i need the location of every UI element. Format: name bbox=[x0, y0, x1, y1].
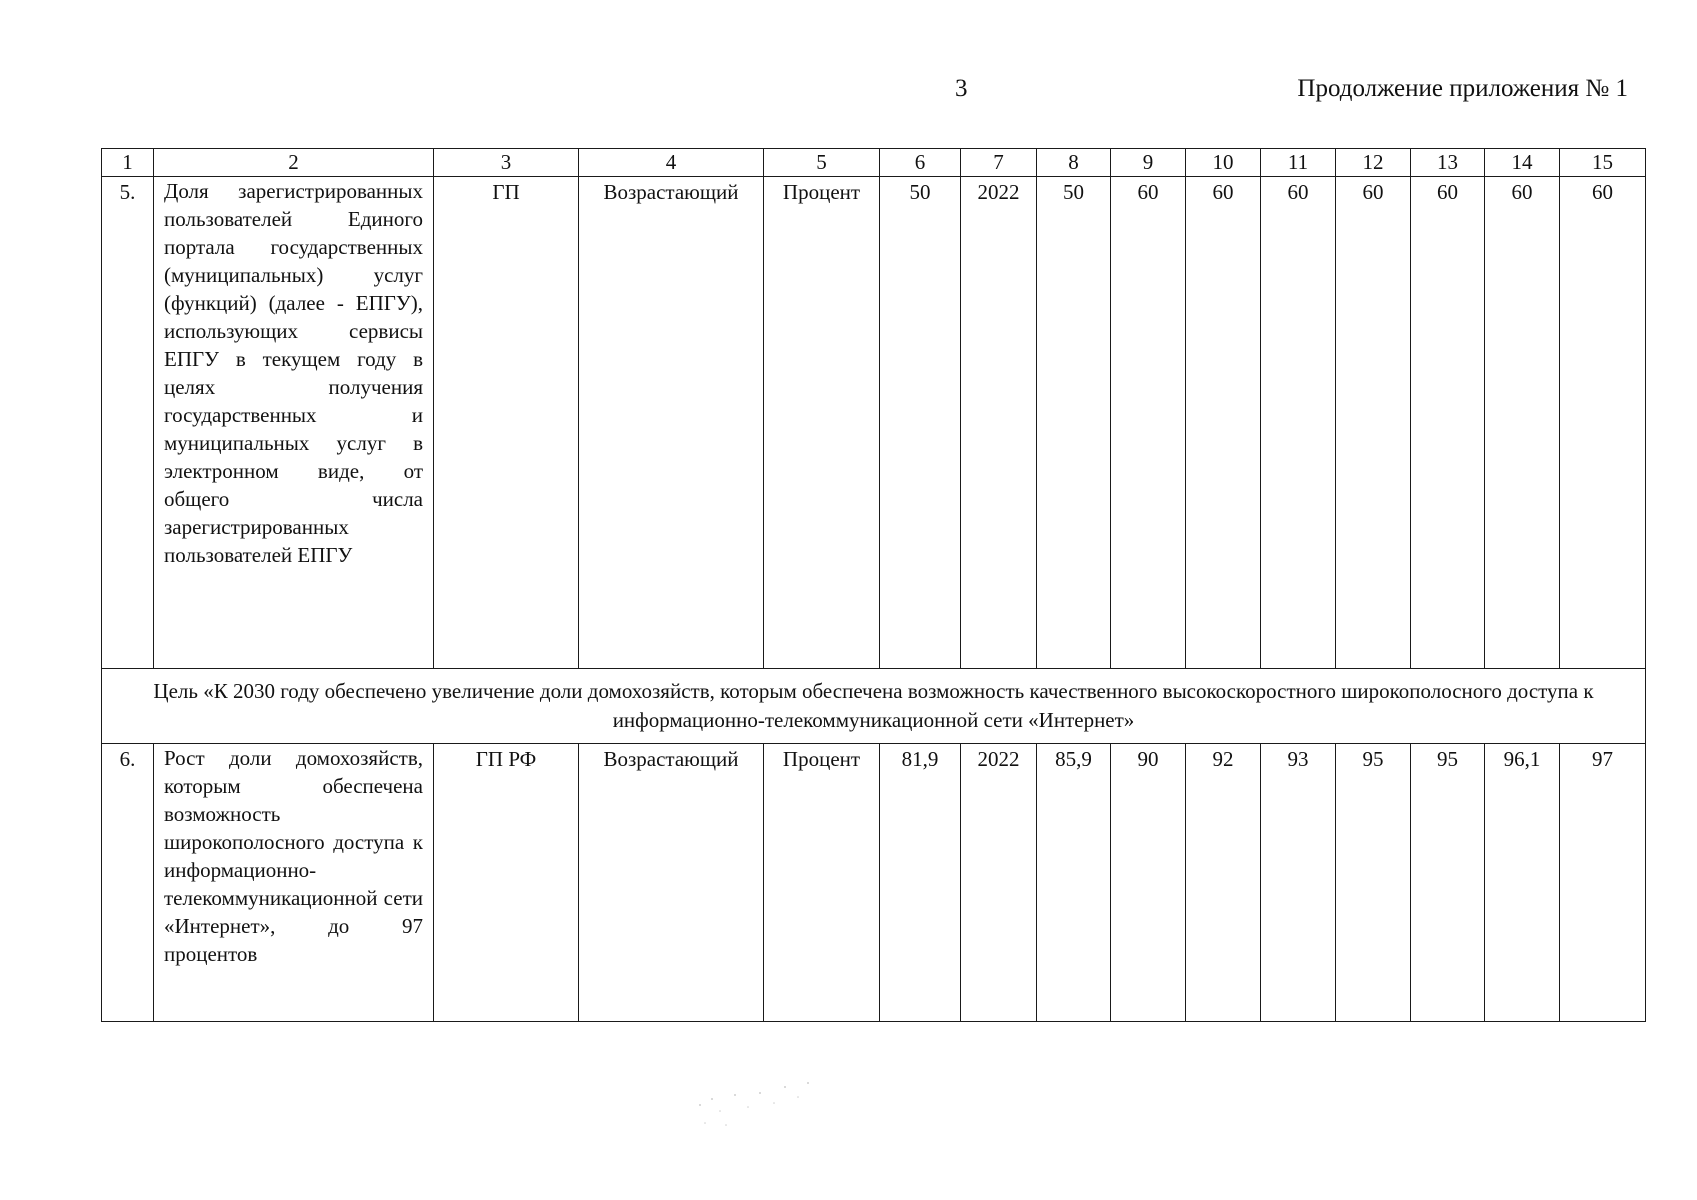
target-value: 95 bbox=[1411, 744, 1485, 1022]
target-value: 50 bbox=[1037, 177, 1111, 669]
indicator-level: ГП bbox=[434, 177, 579, 669]
column-number: 2 bbox=[154, 149, 434, 177]
target-value: 60 bbox=[1485, 177, 1560, 669]
base-value: 81,9 bbox=[880, 744, 961, 1022]
table-row bbox=[102, 177, 1646, 669]
target-value: 60 bbox=[1186, 177, 1261, 669]
indicator-name: Доля зарегистрированных пользователей Единого портала государственных (муниципальных) услуг (функций) (далее - ЕПГУ), использующих сервисы ЕПГУ в текущем году в целях получения государственных и муниципальных услуг в электронном виде, от общего числа зарегистрированных пользователей ЕПГУ bbox=[154, 177, 434, 669]
goal-text: Цель «К 2030 году обеспечено увеличение доли домохозяйств, которым обеспечена возможность качественного высокоскоростного широкополосного доступа к информационно-телекоммуникационной сети «Интернет» bbox=[102, 669, 1646, 744]
target-value: 60 bbox=[1111, 177, 1186, 669]
column-number: 11 bbox=[1261, 149, 1336, 177]
base-year: 2022 bbox=[961, 744, 1037, 1022]
target-value: 96,1 bbox=[1485, 744, 1560, 1022]
column-number: 6 bbox=[880, 149, 961, 177]
row-number: 5. bbox=[102, 177, 154, 669]
column-number: 8 bbox=[1037, 149, 1111, 177]
goal-row bbox=[102, 669, 1646, 744]
column-number: 14 bbox=[1485, 149, 1560, 177]
indicators-table bbox=[101, 148, 1646, 1022]
column-number: 7 bbox=[961, 149, 1037, 177]
column-number: 10 bbox=[1186, 149, 1261, 177]
base-year: 2022 bbox=[961, 177, 1037, 669]
target-value: 60 bbox=[1336, 177, 1411, 669]
target-value: 95 bbox=[1336, 744, 1411, 1022]
indicator-level: ГП РФ bbox=[434, 744, 579, 1022]
target-value: 93 bbox=[1261, 744, 1336, 1022]
indicator-name: Рост доли домохозяйств, которым обеспечена возможность широкополосного доступа к информационно-телекоммуникационной сети «Интернет», до 97 процентов bbox=[154, 744, 434, 1022]
column-number: 9 bbox=[1111, 149, 1186, 177]
column-number-row bbox=[102, 149, 1646, 177]
page-number: 3 bbox=[955, 75, 968, 102]
column-number: 3 bbox=[434, 149, 579, 177]
target-value: 85,9 bbox=[1037, 744, 1111, 1022]
table-row bbox=[102, 744, 1646, 1022]
column-number: 15 bbox=[1560, 149, 1646, 177]
indicator-trend: Возрастающий bbox=[579, 177, 764, 669]
indicator-trend: Возрастающий bbox=[579, 744, 764, 1022]
target-value: 60 bbox=[1261, 177, 1336, 669]
base-value: 50 bbox=[880, 177, 961, 669]
appendix-continuation-note: Продолжение приложения № 1 bbox=[1297, 75, 1628, 102]
column-number: 12 bbox=[1336, 149, 1411, 177]
scan-speckle bbox=[690, 1075, 820, 1135]
indicator-unit: Процент bbox=[764, 744, 880, 1022]
column-number: 1 bbox=[102, 149, 154, 177]
column-number: 5 bbox=[764, 149, 880, 177]
target-value: 90 bbox=[1111, 744, 1186, 1022]
column-number: 4 bbox=[579, 149, 764, 177]
target-value: 60 bbox=[1560, 177, 1646, 669]
target-value: 92 bbox=[1186, 744, 1261, 1022]
target-value: 97 bbox=[1560, 744, 1646, 1022]
indicator-unit: Процент bbox=[764, 177, 880, 669]
row-number: 6. bbox=[102, 744, 154, 1022]
target-value: 60 bbox=[1411, 177, 1485, 669]
column-number: 13 bbox=[1411, 149, 1485, 177]
